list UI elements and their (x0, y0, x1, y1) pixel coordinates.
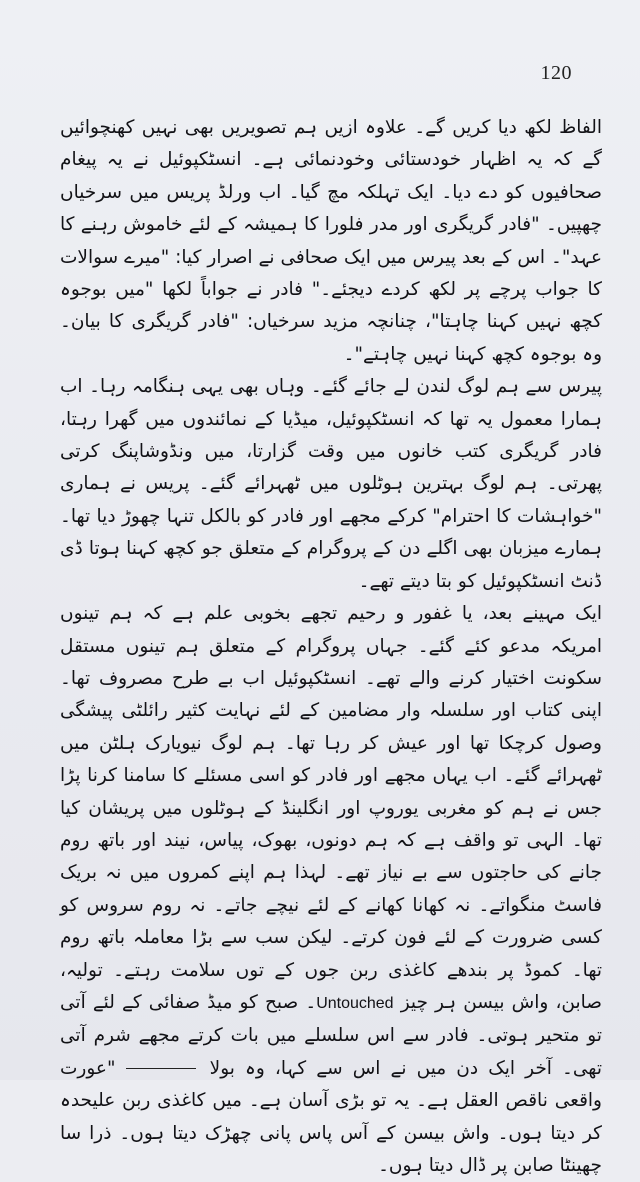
body-text (60, 112, 602, 1182)
paragraph-text: ایک مہینے بعد، یا غفور و رحیم تجھے بخوبی علم ہے کہ ہم تینوں امریکہ مدعو کئے گئے۔ جہاں پروگرام کے متعلق ہم تینوں مستقل سکونت اختیار کرنے والے تھے۔ انسٹکپوئیل اب بے طرح مصروف تھا۔ اپنی کتاب اور سلسلہ وار مضامین کے لئے نہایت کثیر رائلٹی پیشگی وصول کرچکا تھا اور عیش کر رہا تھا۔ ہم لوگ نیویارک ہلٹن میں ٹھہرائے گئے۔ اب یہاں مجھے اور فادر کو اسی مسئلے کا سامنا کرنا پڑا جس نے ہم کو مغربی یوروپ اور انگلینڈ کے ہوٹلوں میں پریشان کیا تھا۔ الہی تو واقف ہے کہ ہم دونوں، بھوک، پیاس، نیند اور باتھ روم جانے کی حاجتوں سے بے نیاز تھے۔ لہذا ہم اپنے کمروں میں نہ بریک فاسٹ منگواتے۔ نہ کھانا کھانے کے لئے نیچے جاتے۔ نہ روم سروس کو کسی ضرورت کے لئے فون کرتے۔ لیکن سب سے بڑا معاملہ باتھ روم تھا۔ کموڈ پر بندھے کاغذی ربن جوں کے توں سلامت رہتے۔ تولیہ، صابن، واش بیسن ہر چیز (60, 603, 602, 1013)
paragraph (60, 112, 602, 371)
page-number: 120 (540, 62, 572, 84)
dash-rule (126, 1068, 196, 1069)
paragraph-text: "عورت واقعی ناقص العقل ہے۔ یہ تو بڑی آسان ہے۔ میں کاغذی ربن علیحدہ کر دیتا ہوں۔ واش بیسن کے آس پاس پانی چھڑک دیتا ہوں۔ ذرا سا چھینٹا صابن پر ڈال دیتا ہوں۔ (60, 1057, 602, 1176)
paragraph-text: الفاظ لکھ دیا کریں گے۔ علاوہ ازیں ہم تصویریں بھی نہیں کھنچوائیں گے کہ یہ اظہار خودستائی وخودنمائی ہے۔ انسٹکپوئیل نے یہ پیغام صحافیوں کو دے دیا۔ ایک تہلکہ مچ گیا۔ اب ورلڈ پریس میں سرخیاں چھپیں۔ "فادر گریگری اور مدر فلورا کا ہمیشہ کے لئے خاموش رہنے کا عہد"۔ اس کے بعد پیرس میں ایک صحافی نے اصرار کیا: "میرے سوالات کا جواب پرچے پر لکھ کردے دیجئے۔" فادر نے جواباً لکھا "میں بوجوہ کچھ نہیں کہنا چاہتا"، چنانچہ مزید سرخیاں: "فادر گریگری کا بیان۔ وہ بوجوہ کچھ کہنا نہیں چاہتے"۔ (60, 117, 602, 365)
paragraph (60, 598, 602, 1182)
paragraph (60, 371, 602, 598)
latin-word: Untouched (316, 994, 394, 1012)
paragraph-text: ۔ صبح کو میڈ صفائی کے لئے آتی تو متحیر ہوتی۔ فادر سے اس سلسلے میں بات کرتے مجھے شرم آتی تھی۔ آخر ایک دن میں نے اس سے کہا، وہ بولا (60, 991, 602, 1079)
paragraph-text: پیرس سے ہم لوگ لندن لے جائے گئے۔ وہاں بھی یہی ہنگامہ رہا۔ اب ہمارا معمول یہ تھا کہ انسٹکپوئیل، میڈیا کے نمائندوں میں گھرا رہتا، فادر گریگری کتب خانوں میں وقت گزارتا، میں ونڈوشاپنگ کرتی پھرتی۔ ہم لوگ بہترین ہوٹلوں میں ٹھہرائے گئے۔ پریس نے ہماری "خواہشات کا احترام" کرکے مجھے اور فادر کو بالکل تنہا چھوڑ دیا تھا۔ ہمارے میزبان بھی اگلے دن کے پروگرام کے متعلق جو کچھ کہنا ہوتا ڈی ڈنٹ انسٹکپوئیل کو بتا دیتے تھے۔ (60, 376, 602, 592)
